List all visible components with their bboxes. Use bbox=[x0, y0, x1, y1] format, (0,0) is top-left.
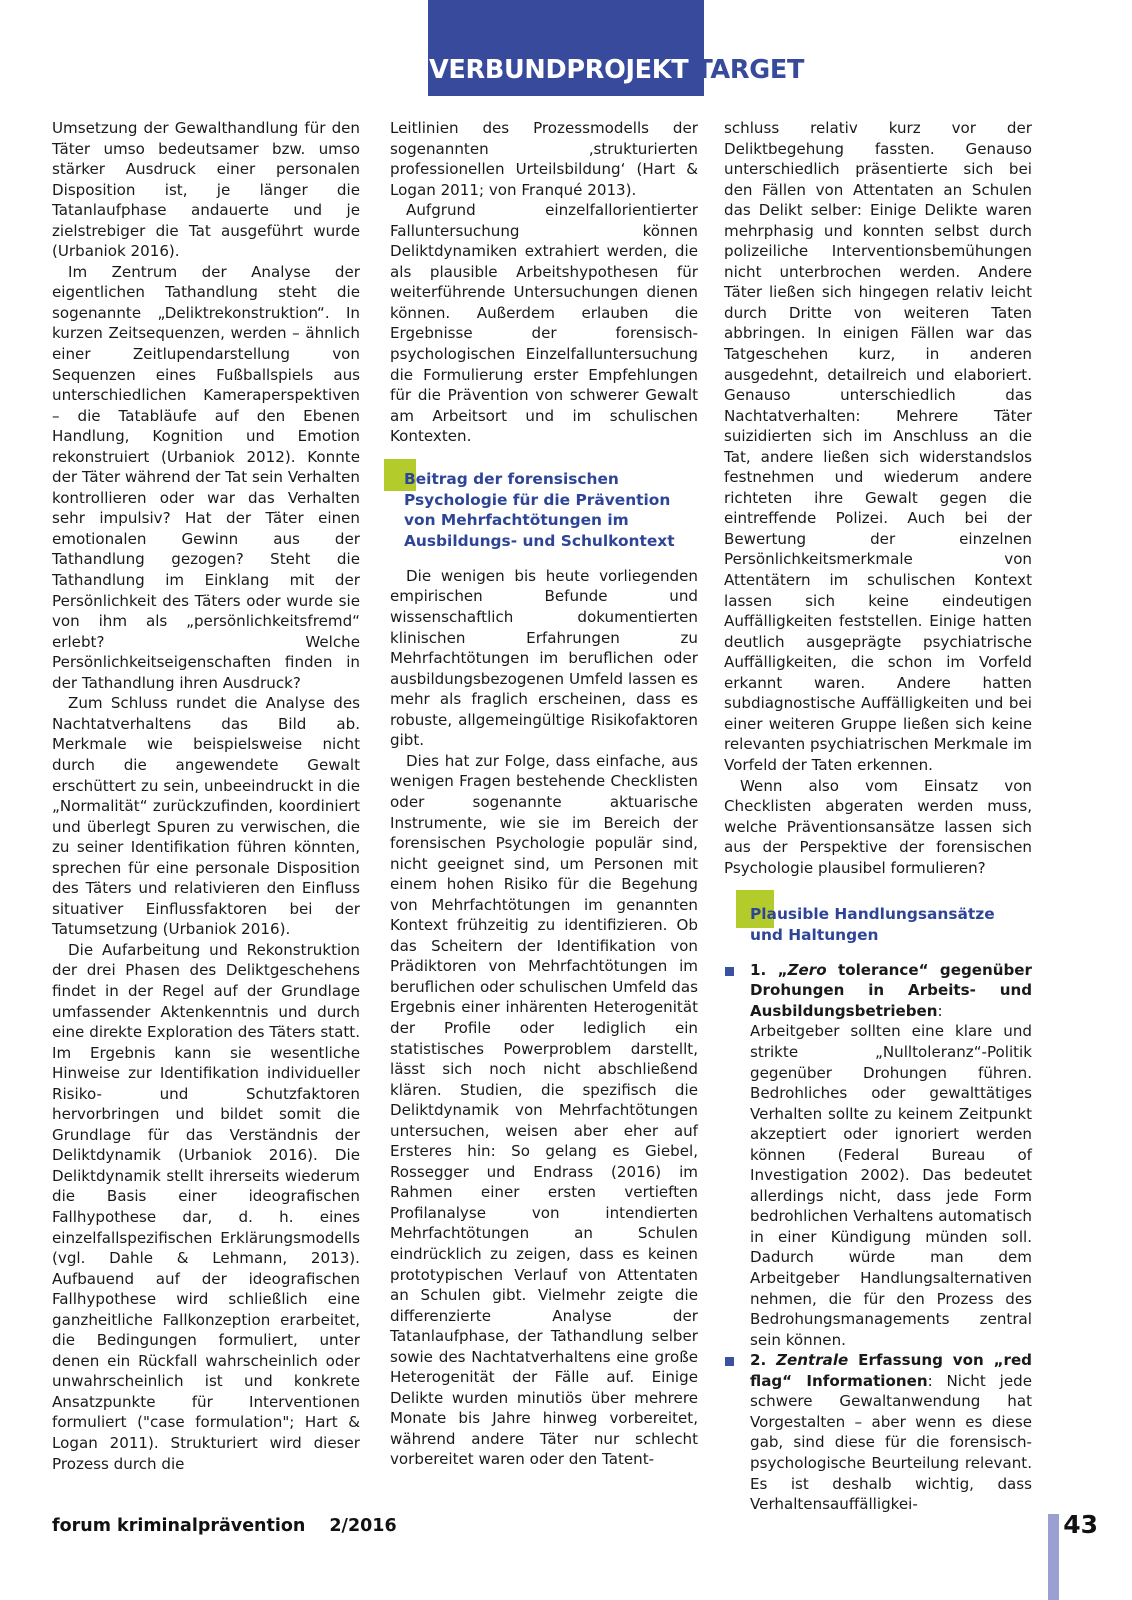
list-item-quote-open: „ bbox=[777, 960, 788, 979]
section-heading-forensische-psychologie bbox=[390, 469, 698, 552]
paragraph: Zum Schluss rundet die Analyse des Nachtatverhaltens das Bild ab. Merkmale wie beispielsweise nicht durch die angewendete Gewalt erschüttert zu sein, unbeeindruckt in die „Normalität“ zurückzufinden, koordiniert und überlegt Spuren zu verwischen, die zu seiner Identifikation führen könnten, sprechen für eine personale Disposition des Täters und relativieren den Einfluss situativer Einflussfaktoren bei der Tatumsetzung (Urbaniok 2016). bbox=[52, 694, 360, 939]
footer-publication-name: forum kriminalprävention bbox=[52, 1516, 306, 1536]
section-heading-label: Plausible Handlungsansätze und Haltungen bbox=[750, 905, 995, 945]
square-bullet-icon bbox=[725, 1357, 734, 1366]
list-item-lead-bold: Erfassung von „red flag“ Informationen bbox=[750, 1351, 1032, 1390]
paragraph: Die Aufarbeitung und Rekonstruktion der drei Phasen des Deliktgeschehens findet in der Regel auf der Grundlage umfassender Aktenkenntnis und durch eine direkte Exploration des Täters statt. Im Ergebnis kann sie wesentliche Hinweise zur Identifikation individueller Risiko- und Schutzfaktoren hervorbringen und bildet somit die Grundlage für das Verständnis der Deliktdynamik (Urbaniok 2016). Die Deliktdynamik stellt ihrerseits wiederum die Basis einer ideografischen Fallhypothese dar, d. h. eines einzelfallspezifischen Erklärungsmodells (vgl. Dahle & Lehmann, 2013). Aufbauend auf der ideografischen Fallhypothese wird schließlich eine ganzheitliche Fallkonzeption erarbeitet, die Bedingungen formuliert, unter denen ein Rückfall wahrscheinlich oder unwahrscheinlich ist und konkrete Ansatzpunkte für Interventionen formuliert ("case formulation"; Hart & Logan 2011). Strukturiert wird dieser Prozess durch die bbox=[52, 940, 360, 1473]
list-item-lead-italic: Zero bbox=[787, 960, 827, 979]
square-bullet-icon bbox=[725, 967, 734, 976]
list-item bbox=[724, 960, 1032, 1350]
page-number: 43 bbox=[1063, 1510, 1098, 1539]
paragraph: Im Zentrum der Analyse der eigentlichen Tathandlung steht die sogenannte „Deliktrekonstruktion“. In kurzen Zeitsequenzen, werden – ähnlich einer Zeitlupendarstellung von Sequenzen eines Fußballspiels aus unterschiedlichen Kameraperspektiven – die Tatabläufe auf den Ebenen Handlung, Kognition und Emotion rekonstruiert (Urbaniok 2012). Konnte der Täter während der Tat sein Verhalten kontrollieren oder war das Verhalten sehr impulsiv? Hat der Täter einen emotionalen Gewinn aus der Tathandlung gezogen? Steht die Tathandlung im Einklang mit der Persönlichkeit des Täters oder wurde sie von ihm als „persönlichkeitsfremd“ erlebt? Welche Persönlichkeitseigenschaften finden in der Tathandlung ihren Ausdruck? bbox=[52, 262, 360, 692]
list-item-lead-bold: tolerance“ gegenüber Drohungen in Arbeits- und Ausbildungsbetrieben bbox=[750, 960, 1032, 1020]
text-column-2 bbox=[390, 118, 698, 1470]
section-heading-plausible-handlungsansaetze bbox=[724, 904, 1032, 946]
list-item-number: 1. bbox=[750, 960, 778, 979]
list-item-body: : Nicht jede schwere Gewaltanwendung hat Vorgestalten – aber wenn es diese gab, sind diese für die forensisch-psychologische Beurteilung relevant. Es ist deshalb wichtig, dass Verhaltensauffälligkei- bbox=[750, 1371, 1032, 1514]
footer-publication-line bbox=[52, 1516, 397, 1536]
list-item-body: : Arbeitgeber sollten eine klare und strikte „Nulltoleranz“-Politik gegenüber Drohungen führen. Bedrohliches oder gewalttätiges Verhalten sollte zu keinem Zeitpunkt akzeptiert oder ignoriert werden können (Federal Bureau of Investigation 2002). Das bedeutet allerdings nicht, dass jede Form bedrohlichen Verhaltens automatisch in einer Kündigung münden soll. Dadurch würde man dem Arbeitgeber Handlungsalternativen nehmen, die für den Prozess des Bedrohungsmanagements zentral sein können. bbox=[750, 1001, 1032, 1349]
text-column-3 bbox=[724, 118, 1032, 1515]
list-item-number: 2. bbox=[750, 1351, 777, 1370]
text-column-1 bbox=[52, 118, 360, 1474]
paragraph: Umsetzung der Gewalthandlung für den Täter umso bedeutsamer bzw. umso stärker Ausdruck einer personalen Disposition ist, je länger die Tatanlaufphase andauerte und je zielstrebiger die Tat ausgeführt wurde (Urbaniok 2016). bbox=[52, 119, 360, 261]
page-number-accent-bar bbox=[1048, 1514, 1059, 1600]
paragraph: Wenn also vom Einsatz von Checklisten abgeraten werden muss, welche Präventionsansätze lassen sich aus der Perspektive der forensischen Psychologie plausibel formulieren? bbox=[724, 776, 1032, 877]
paragraph: schluss relativ kurz vor der Deliktbegehung fassten. Genauso unterschiedlich präsentierte sich bei den Fällen von Attentaten an Schulen das Delikt selber: Einige Delikte waren mehrphasig und konnten selbst durch polizeiliche Interventionsbemühungen nicht unterbrochen werden. Andere Täter ließen sich hingegen relativ leicht durch Dritte von weiteren Taten abbringen. In einigen Fällen war das Tatgeschehen kurz, in anderen ausgedehnt, detailreich und elaboriert. Genauso unterschiedlich das Nachtatverhalten: Mehrere Täter suizidierten sich im Anschluss an die Tat, andere ließen sich widerstandslos festnehmen und wiederum andere richteten ihre Gewalt gegen die eintreffende Polizei. Auch bei der Bewertung der einzelnen Persönlichkeitsmerkmale von Attentätern im schulischen Kontext lassen sich keine eindeutigen Auffälligkeiten feststellen. Einige hatten deutlich ausgeprägte psychiatrische Auffälligkeiten, die schon im Vorfeld erkannt waren. Andere hatten subdiagnostische Auffälligkeiten und bei einer weiteren Gruppe ließen sich keine relevanten psychiatrischen Merkmale im Vorfeld der Taten erkennen. bbox=[724, 119, 1032, 774]
list-item-lead-italic: Zentrale bbox=[776, 1351, 849, 1370]
paragraph: Aufgrund einzelfallorientierter Falluntersuchung können Deliktdynamiken extrahiert werden, die als plausible Arbeitshypothesen für weiterführende Untersuchungen dienen können. Außerdem erlauben die Ergebnisse der forensisch-psychologischen Einzelfalluntersuchung die Formulierung erster Empfehlungen für die Prävention von schwerer Gewalt am Arbeitsort und im schulischen Kontexten. bbox=[390, 201, 698, 446]
section-heading-label: Beitrag der forensischen Psychologie für die Prävention von Mehrfachtötungen im Ausbildungs- und Schulkontext bbox=[404, 469, 675, 551]
paragraph: Leitlinien des Prozessmodells der sogenannten ‚strukturierten professionellen Urteilsbildung‘ (Hart & Logan 2011; von Franqué 2013). bbox=[390, 119, 698, 199]
paragraph: Dies hat zur Folge, dass einfache, aus wenigen Fragen bestehende Checklisten oder sogenannte aktuarische Instrumente, wie sie im Bereich der forensischen Psychologie populär sind, nicht geeignet sind, um Personen mit einem hohen Risiko für die Begehung von Mehrfachtötungen im genannten Kontext frühzeitig zu identifizieren. Ob das Scheitern der Identifikation von Prädiktoren von Mehrfachtötungen im beruflichen oder schulischen Umfeld das Ergebnis einer inhärenten Heterogenität der Profile oder lediglich ein statistisches Powerproblem darstellt, lässt sich noch nicht abschließend klären. Studien, die spezifisch die Deliktdynamik von Mehrfachtötungen untersuchen, weisen aber eher auf Ersteres hin: So gelang es Giebel, Rossegger und Endrass (2016) im Rahmen einer ersten vertieften Profilanalyse von intendierten Mehrfachtötungen an Schulen eindrücklich zu zeigen, dass es keinen prototypischen Verlauf von Attentaten an Schulen gibt. Vielmehr zeigte die differenzierte Analyse der Tatanlaufphase, der Tathandlung selber sowie des Nachtatverhaltens eine große Heterogenität der Fälle auf. Einige Delikte wurden minutiös über mehrere Monate bis Jahre hinweg vorbereitet, während andere Täter nur schlecht vorbereitet waren oder den Tatent- bbox=[390, 751, 698, 1469]
paragraph: Die wenigen bis heute vorliegenden empirischen Befunde und wissenschaftlich dokumentierten klinischen Erfahrungen zu Mehrfachtötungen im beruflichen oder ausbildungsbezogenen Umfeld lassen es mehr als fraglich erscheinen, dass es robuste, allgemeingültige Risikofaktoren gibt. bbox=[390, 566, 698, 750]
page-masthead bbox=[0, 0, 1132, 104]
footer-issue: 2/2016 bbox=[329, 1516, 397, 1536]
list-item bbox=[724, 1350, 1032, 1514]
masthead-title bbox=[428, 55, 805, 85]
masthead-secondary-word: TARGET bbox=[695, 55, 805, 85]
masthead-primary-word: VERBUNDPROJEKT bbox=[429, 55, 689, 85]
